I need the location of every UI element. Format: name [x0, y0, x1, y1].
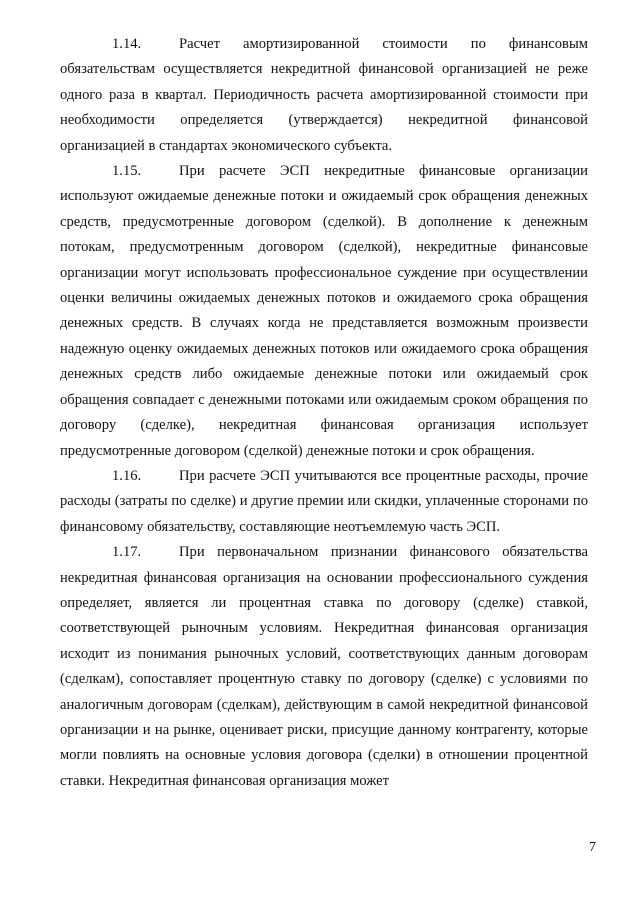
paragraph-number: 1.17.: [112, 544, 142, 561]
paragraph-text: Расчет амортизированной стоимости по финансовым обязательствам осуществляется некредитной финансовой организацией не реже одного раза в квартал. Периодичность расчета амортизированной стоимости при необходимости определяется (утверждается) некредитной финансовой организацией в стандартах экономического субъекта.: [60, 36, 588, 154]
paragraph-text: При расчете ЭСП учитываются все процентные расходы, прочие расходы (затраты по сделке) и другие премии или скидки, уплаченные сторонами по финансовому обязательству, составляющие неотъемлемую часть ЭСП.: [60, 467, 588, 535]
paragraph-1-16: [60, 464, 588, 540]
paragraph-1-14: [60, 32, 588, 159]
paragraph-1-17: [60, 540, 588, 794]
page-number: 7: [589, 840, 596, 855]
paragraph-number: 1.16.: [112, 467, 142, 484]
paragraph-number: 1.15.: [112, 163, 142, 180]
paragraph-text: При расчете ЭСП некредитные финансовые организации используют ожидаемые денежные потоки и ожидаемый срок обращения денежных средств, предусмотренные договором (сделкой). В дополнение к денежным потокам, предусмотренным договором (сделкой), некредитные финансовые организации могут использовать профессиональное суждение при осуществлении оценки величины ожидаемых денежных потоков и ожидаемого срока обращения денежных средств. В случаях когда не представляется возможным произвести надежную оценку ожидаемых денежных потоков или ожидаемого срока обращения денежных средств либо ожидаемые денежные потоки или ожидаемый срок обращения совпадает с денежными потоками или ожидаемым сроком обращения по договору (сделке), некредитная финансовая организация использует предусмотренные договором (сделкой) денежные потоки и срок обращения.: [60, 163, 588, 459]
paragraph-1-15: [60, 159, 588, 464]
paragraph-number: 1.14.: [112, 36, 142, 52]
paragraph-text: При первоначальном признании финансового обязательства некредитная финансовая организация на основании профессионального суждения определяет, является ли процентная ставка по договору (сделке) ставкой, соответствующей рыночным условиям. Некредитная финансовая организация исходит из понимания рыночных условий, соответствующих данным договорам (сделкам), сопоставляет процентную ставку по договору (сделке) с условиями по аналогичным договорам (сделкам), действующим в самой некредитной финансовой организации и на рынке, оценивает риски, присущие данному контрагенту, которые могли повлиять на основные условия договора (сделки) в отношении процентной ставки. Некредитная финансовая организация может: [60, 544, 588, 789]
document-body: [60, 32, 588, 794]
